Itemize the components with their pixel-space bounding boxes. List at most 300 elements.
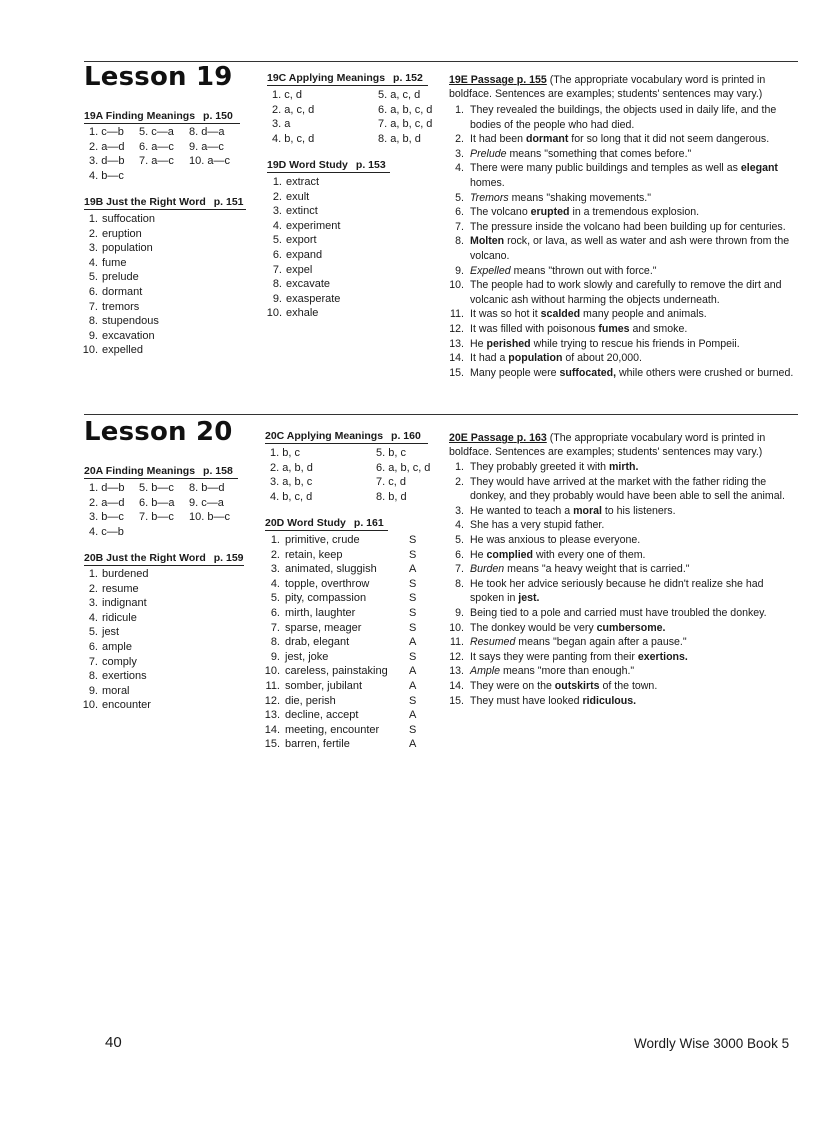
text-segment: He xyxy=(470,548,487,561)
answer-cell: 5. c—a xyxy=(139,126,174,138)
item-text: expelled xyxy=(102,344,143,357)
answer-row xyxy=(89,125,239,140)
passage-answer xyxy=(444,103,800,132)
passage-answer-text xyxy=(470,650,800,665)
section-19e-title: 19E Passage xyxy=(449,74,514,86)
section-20d-answers xyxy=(262,533,421,752)
synonym-antonym-letter: A xyxy=(409,665,417,678)
item-number: 11. xyxy=(265,679,280,692)
item-text: expel xyxy=(286,263,313,276)
list-item xyxy=(80,582,151,597)
answer-row xyxy=(89,154,239,169)
word-study-row xyxy=(262,708,421,723)
item-text: exertions xyxy=(102,670,147,683)
item-text: stupendous xyxy=(102,315,159,328)
item-number: 13. xyxy=(449,665,464,678)
vocabulary-word: cumbersome. xyxy=(596,621,666,634)
section-20c-answers xyxy=(270,446,446,504)
answer-row xyxy=(270,461,446,476)
list-item xyxy=(80,655,151,670)
passage-answer xyxy=(444,307,800,322)
passage-answer-text xyxy=(470,205,800,220)
section-19d-title: 19D Word Study xyxy=(267,159,348,171)
answer-row xyxy=(89,496,239,511)
italic-word: Ample xyxy=(470,665,501,678)
list-item xyxy=(80,285,159,300)
item-number: 4. xyxy=(455,162,464,175)
answer-cell: 7. c, d xyxy=(376,476,406,489)
italic-word: Tremors xyxy=(470,191,509,204)
item-number: 1. xyxy=(88,568,98,580)
section-19d-page: p. 153 xyxy=(355,159,386,171)
word-pair: barren, fertile xyxy=(285,738,350,751)
passage-answer-text xyxy=(470,694,800,709)
passage-answer-text xyxy=(470,322,800,337)
word-study-row xyxy=(262,664,421,679)
text-segment: homes. xyxy=(470,176,505,189)
answer-cell: 7. a—c xyxy=(139,155,174,168)
item-number: 9. xyxy=(88,329,98,342)
text-segment: means "began again after a pause." xyxy=(515,636,687,649)
word-study-row xyxy=(262,621,421,636)
item-text: ample xyxy=(102,640,132,653)
synonym-antonym-letter: S xyxy=(409,577,417,590)
item-number: 8. xyxy=(272,278,282,291)
passage-answer xyxy=(444,351,800,366)
item-text: suffocation xyxy=(102,213,156,225)
section-20e-page: p. 163 xyxy=(516,432,547,444)
text-segment: They must have looked xyxy=(470,694,583,707)
item-number: 1. xyxy=(88,213,98,225)
passage-answer-text xyxy=(470,220,800,235)
section-20c-page: p. 160 xyxy=(391,430,421,442)
section-19e-answers xyxy=(444,103,800,380)
section-20e-intro-line2: boldface. Sentences are examples; students' sentences may vary.) xyxy=(449,446,763,459)
section-19a-title: 19A Finding Meanings xyxy=(84,110,196,122)
passage-answer-text xyxy=(470,504,800,519)
word-study-row xyxy=(262,737,421,752)
synonym-antonym-letter: S xyxy=(409,534,417,546)
text-segment: The pressure inside the volcano had been building up for centuries. xyxy=(470,220,786,233)
item-number: 1. xyxy=(455,461,464,473)
item-number: 3. xyxy=(455,504,464,517)
vocabulary-word: population xyxy=(508,352,563,365)
item-number: 13. xyxy=(264,709,280,722)
item-number: 5. xyxy=(270,592,280,605)
passage-answer xyxy=(444,161,800,190)
item-number: 8. xyxy=(455,577,464,590)
answer-row xyxy=(89,169,239,184)
section-19d-heading xyxy=(267,159,390,173)
item-text: eruption xyxy=(102,227,142,240)
vocabulary-word: perished xyxy=(486,337,531,350)
item-number: 2. xyxy=(88,582,98,595)
answer-cell: 3. a, b, c xyxy=(270,476,313,489)
passage-answer xyxy=(444,606,800,621)
section-20e-answers xyxy=(444,460,800,708)
text-segment: They probably greeted it with xyxy=(470,461,609,473)
word-pair: die, perish xyxy=(285,694,336,707)
answer-cell: 8. a, b, d xyxy=(378,132,421,145)
section-20a-heading xyxy=(84,465,238,479)
passage-answer-text xyxy=(470,548,800,563)
word-pair: decline, accept xyxy=(285,709,359,722)
word-pair: meeting, encounter xyxy=(285,723,380,736)
item-text: encounter xyxy=(102,699,151,712)
text-segment: He took her advice seriously because he didn't realize she had spoken in xyxy=(470,577,764,605)
item-text: extract xyxy=(286,176,320,188)
vocabulary-word: outskirts xyxy=(554,679,600,692)
item-text: tremors xyxy=(102,300,140,313)
text-segment: There were many public buildings and temples as well as xyxy=(470,162,741,175)
text-segment: while others were crushed or burned. xyxy=(616,366,794,379)
passage-answer-text xyxy=(470,351,800,366)
list-item xyxy=(80,329,159,344)
word-study-row xyxy=(262,650,421,665)
text-segment: for so long that it did not seem dangerous. xyxy=(568,133,770,146)
item-number: 9. xyxy=(88,684,98,697)
answer-cell: 4. c—b xyxy=(89,525,124,538)
item-number: 10. xyxy=(266,307,282,320)
list-item xyxy=(264,292,340,307)
item-text: moral xyxy=(102,684,130,697)
item-number: 3. xyxy=(88,597,98,610)
item-number: 10. xyxy=(82,699,98,712)
answer-cell xyxy=(139,525,189,540)
section-19c-page: p. 152 xyxy=(393,72,423,84)
vocabulary-word: dormant xyxy=(525,133,569,146)
item-number: 8. xyxy=(455,235,464,248)
synonym-antonym-letter: A xyxy=(409,636,417,649)
passage-answer xyxy=(444,679,800,694)
item-number: 14. xyxy=(449,679,464,692)
word-pair: mirth, laughter xyxy=(285,606,356,619)
synonym-antonym-letter: S xyxy=(409,694,417,707)
section-19c-heading xyxy=(267,72,428,86)
item-number: 13. xyxy=(449,337,464,350)
item-number: 9. xyxy=(455,606,464,619)
text-segment: of about 20,000. xyxy=(562,352,642,365)
item-number: 9. xyxy=(455,264,464,277)
answer-cell: 7. b—c xyxy=(139,511,174,524)
passage-answer xyxy=(444,337,800,352)
synonym-antonym-letter: S xyxy=(409,621,417,634)
text-segment: in a tremendous explosion. xyxy=(569,206,700,219)
passage-answer xyxy=(444,504,800,519)
item-number: 1. xyxy=(270,534,280,546)
item-number: 2. xyxy=(455,475,464,488)
answer-cell: 5. a, c, d xyxy=(378,89,421,101)
text-segment: He was anxious to please everyone. xyxy=(470,533,641,546)
item-number: 4. xyxy=(455,519,464,532)
text-segment: means "thrown out with force." xyxy=(510,264,657,277)
section-20a-answers xyxy=(89,481,239,539)
word-study-row xyxy=(262,635,421,650)
item-number: 2. xyxy=(270,548,280,561)
section-20d-title: 20D Word Study xyxy=(265,517,346,529)
passage-answer xyxy=(444,366,800,381)
section-19b-page: p. 151 xyxy=(213,196,244,208)
answer-cell: 3. a xyxy=(272,118,291,131)
text-segment: It says they were panting from their xyxy=(470,650,638,663)
item-text: prelude xyxy=(102,271,139,284)
list-item xyxy=(80,684,151,699)
section-20b-heading xyxy=(84,552,244,566)
text-segment: Being tied to a pole and carried must have troubled the donkey. xyxy=(470,606,767,619)
section-19c-title: 19C Applying Meanings xyxy=(267,72,386,84)
item-text: export xyxy=(286,234,317,247)
list-item xyxy=(80,669,151,684)
section-20b-title: 20B Just the Right Word xyxy=(84,552,206,564)
item-number: 6. xyxy=(272,248,282,261)
item-text: dormant xyxy=(102,285,143,298)
passage-answer xyxy=(444,518,800,533)
passage-answer xyxy=(444,664,800,679)
answer-cell: 3. d—b xyxy=(89,155,125,168)
text-segment: means "more than enough." xyxy=(500,665,635,678)
item-number: 4. xyxy=(88,256,98,269)
passage-answer-text xyxy=(470,577,800,606)
passage-answer-text xyxy=(470,606,800,621)
word-pair: primitive, crude xyxy=(285,534,360,546)
word-pair: sparse, meager xyxy=(285,621,362,634)
synonym-antonym-letter: A xyxy=(409,563,417,576)
vocabulary-word: ridiculous. xyxy=(582,694,637,707)
answer-row xyxy=(89,140,239,155)
section-19c-answers xyxy=(272,88,448,146)
text-segment: while trying to rescue his friends in Pompeii. xyxy=(530,337,740,350)
section-20d-heading xyxy=(265,517,388,531)
passage-answer-text xyxy=(470,475,800,504)
item-number: 10. xyxy=(449,621,464,634)
passage-answer xyxy=(444,475,800,504)
word-pair: animated, sluggish xyxy=(285,563,377,576)
text-segment: rock, or lava, as well as water and ash were thrown from the volcano. xyxy=(470,235,790,262)
passage-answer xyxy=(444,577,800,606)
answer-cell xyxy=(189,169,239,184)
item-text: resume xyxy=(102,582,139,595)
item-number: 8. xyxy=(270,636,280,649)
passage-answer-text xyxy=(470,264,800,279)
word-study-row xyxy=(262,577,421,592)
italic-word: Burden xyxy=(470,563,505,576)
item-number: 7. xyxy=(272,263,282,276)
item-number: 10. xyxy=(264,665,280,678)
item-number: 12. xyxy=(264,694,280,707)
answer-cell: 6. a—c xyxy=(139,140,174,153)
item-number: 14. xyxy=(264,723,280,736)
list-item xyxy=(80,241,159,256)
item-text: population xyxy=(102,242,153,255)
item-number: 2. xyxy=(455,133,464,146)
answer-cell: 8. b, d xyxy=(376,490,407,503)
section-20c-title: 20C Applying Meanings xyxy=(265,430,384,442)
vocabulary-word: moral xyxy=(573,504,602,517)
item-number: 7. xyxy=(88,655,98,668)
answer-cell: 5. b, c xyxy=(376,447,406,459)
passage-answer-text xyxy=(470,366,800,381)
list-item xyxy=(80,212,159,227)
word-study-row xyxy=(262,591,421,606)
item-text: exult xyxy=(286,190,310,203)
lesson-20-title: Lesson 20 xyxy=(84,417,233,447)
passage-answer-text xyxy=(470,679,800,694)
item-number: 6. xyxy=(455,206,464,219)
answer-cell: 1. b, c xyxy=(270,447,300,459)
list-item xyxy=(80,343,159,358)
section-19e-intro-line2: boldface. Sentences are examples; students' sentences may vary.) xyxy=(449,88,763,101)
item-text: jest xyxy=(102,626,120,639)
answer-cell: 2. a—d xyxy=(89,496,125,509)
answer-cell: 7. a, b, c, d xyxy=(378,118,433,131)
passage-answer xyxy=(444,621,800,636)
passage-answer xyxy=(444,147,800,162)
list-item xyxy=(80,625,151,640)
text-segment: The donkey would be very xyxy=(470,621,597,634)
answer-row xyxy=(270,475,446,490)
passage-answer-text xyxy=(470,460,800,475)
word-pair: jest, joke xyxy=(285,650,329,663)
item-number: 1. xyxy=(272,176,282,188)
lesson-divider-rule xyxy=(84,414,798,415)
item-number: 2. xyxy=(88,227,98,240)
text-segment: It had a xyxy=(470,352,509,365)
answer-cell: 8. b—d xyxy=(189,482,225,494)
passage-answer-text xyxy=(470,635,800,650)
answer-row xyxy=(89,510,239,525)
list-item xyxy=(80,256,159,271)
vocabulary-word: exertions. xyxy=(637,650,688,663)
list-item xyxy=(80,611,151,626)
section-19e-intro-line1: (The appropriate vocabulary word is printed in xyxy=(549,74,766,86)
item-text: expand xyxy=(286,248,323,261)
text-segment: The people had to work slowly and carefully to remove the dirt and volcanic ash without harming the objects underneath. xyxy=(470,279,782,306)
answer-row xyxy=(272,88,448,103)
italic-word: Prelude xyxy=(470,147,507,160)
section-19b-heading xyxy=(84,196,246,210)
answer-cell: 4. b, c, d xyxy=(270,490,313,503)
passage-answer xyxy=(444,191,800,206)
word-pair: drab, elegant xyxy=(285,636,350,649)
text-segment: means "shaking movements." xyxy=(508,191,652,204)
section-19a-answers xyxy=(89,125,239,183)
item-number: 4. xyxy=(272,219,282,232)
item-number: 2. xyxy=(272,190,282,203)
item-text: exasperate xyxy=(286,292,341,305)
section-20b-answers xyxy=(80,567,151,713)
item-number: 7. xyxy=(88,300,98,313)
text-segment: It had been xyxy=(470,133,526,146)
item-number: 1. xyxy=(455,104,464,116)
list-item xyxy=(80,227,159,242)
text-segment: of the town. xyxy=(599,679,658,692)
section-20e-intro xyxy=(449,431,799,460)
section-19e-page: p. 155 xyxy=(516,74,547,86)
item-number: 3. xyxy=(272,205,282,218)
word-pair: retain, keep xyxy=(285,548,343,561)
passage-answer-text xyxy=(470,518,800,533)
vocabulary-word: scalded xyxy=(540,308,581,321)
passage-answer-text xyxy=(470,132,800,147)
passage-answer xyxy=(444,635,800,650)
list-item xyxy=(80,640,151,655)
item-number: 6. xyxy=(88,285,98,298)
item-number: 3. xyxy=(270,563,280,576)
passage-answer xyxy=(444,650,800,665)
answer-cell: 10. a—c xyxy=(189,155,230,168)
passage-answer-text xyxy=(470,664,800,679)
synonym-antonym-letter: A xyxy=(409,709,417,722)
text-segment: They were on the xyxy=(470,679,555,692)
text-segment: He xyxy=(470,337,487,350)
item-number: 7. xyxy=(455,220,464,233)
word-study-row xyxy=(262,606,421,621)
passage-answer xyxy=(444,694,800,709)
item-number: 11. xyxy=(450,308,464,321)
answer-row xyxy=(272,132,448,147)
passage-answer-text xyxy=(470,337,800,352)
item-text: burdened xyxy=(102,568,149,580)
lesson-19-title: Lesson 19 xyxy=(84,62,233,92)
synonym-antonym-letter: S xyxy=(409,592,417,605)
answer-cell: 6. b—a xyxy=(139,496,175,509)
text-segment: The volcano xyxy=(470,206,531,219)
item-number: 3. xyxy=(455,147,464,160)
text-segment: It was so hot it xyxy=(470,308,541,321)
word-pair: careless, painstaking xyxy=(285,665,388,678)
vocabulary-word: mirth. xyxy=(608,461,639,473)
answer-cell: 2. a, c, d xyxy=(272,103,315,116)
section-20e-title: 20E Passage xyxy=(449,432,514,444)
list-item xyxy=(264,204,340,219)
word-pair: somber, jubilant xyxy=(285,679,363,692)
text-segment: means "something that comes before." xyxy=(506,147,692,160)
list-item xyxy=(80,698,151,713)
passage-answer xyxy=(444,533,800,548)
synonym-antonym-letter: S xyxy=(409,606,417,619)
text-segment: and smoke. xyxy=(629,322,688,335)
item-number: 11. xyxy=(450,636,464,649)
synonym-antonym-letter: S xyxy=(409,723,417,736)
item-number: 6. xyxy=(455,548,464,561)
word-study-row xyxy=(262,548,421,563)
item-number: 15. xyxy=(449,366,464,379)
word-study-row xyxy=(262,694,421,709)
item-number: 4. xyxy=(88,611,98,624)
section-20b-page: p. 159 xyxy=(213,552,244,564)
passage-answer-text xyxy=(470,161,800,190)
item-text: indignant xyxy=(102,597,147,610)
answer-cell: 4. b, c, d xyxy=(272,132,315,145)
item-text: extinct xyxy=(286,205,318,218)
item-number: 5. xyxy=(272,234,282,247)
word-pair: topple, overthrow xyxy=(285,577,370,590)
passage-answer xyxy=(444,562,800,577)
text-segment: to his listeners. xyxy=(601,504,676,517)
word-study-row xyxy=(262,679,421,694)
item-text: ridicule xyxy=(102,611,137,624)
item-number: 10. xyxy=(82,344,98,357)
answer-cell: 8. d—a xyxy=(189,126,225,138)
passage-answer-text xyxy=(470,278,800,307)
item-number: 10. xyxy=(449,279,464,292)
word-study-row xyxy=(262,533,421,548)
passage-answer-text xyxy=(470,562,800,577)
section-19b-title: 19B Just the Right Word xyxy=(84,196,206,208)
list-item xyxy=(80,270,159,285)
passage-answer xyxy=(444,460,800,475)
item-number: 5. xyxy=(455,191,464,204)
